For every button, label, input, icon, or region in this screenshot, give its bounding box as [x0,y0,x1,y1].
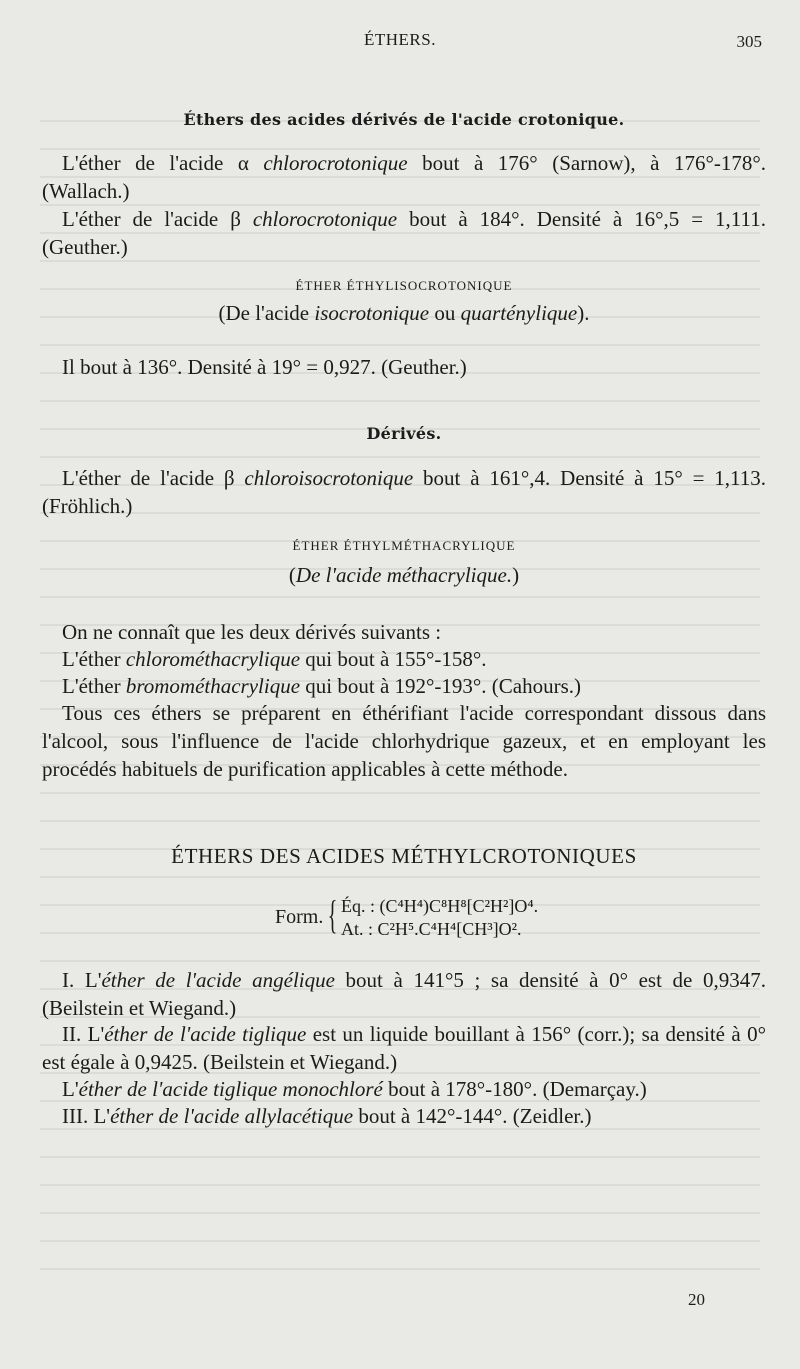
compound-name: éther de l'acide angélique [101,968,335,992]
page-header [0,30,800,56]
text-run: (De l'acide [218,301,315,325]
text-run: L' [62,1077,79,1101]
paragraph-isocrotonic-boiling: Il bout à 136°. Densité à 19° = 0,927. (Geuther.) [62,355,467,379]
text-run: bout à 141°5 ; sa densité à 0° est de 0,9347. (Beilstein et Wiegand.) [42,968,766,1020]
text-run: ( [288,563,296,587]
compound-name: De l'acide méthacrylique. [295,563,513,587]
text-run: bout à 161°,4. Densité à 15° = 1,113. (Fröhlich.) [42,466,766,518]
paragraph-alpha-chlorocrotonic [42,149,766,205]
formula-atomic: At. : C²H⁵.C⁴H⁴[CH³]O². [341,919,522,939]
compound-name: chlorocrotonique [263,151,408,175]
subtitle-isocrotonic [42,299,766,327]
paragraph-bromomethacrylic [42,672,766,700]
compound-name: chlorométhacrylique [125,647,301,671]
text-run: L'éther [62,674,126,698]
section-title-methacrylic: ÉTHER ÉTHYLMÉTHACRYLIQUE [292,538,516,553]
compound-name: quarténylique [460,301,578,325]
paragraph-preparation: Tous ces éthers se préparent en éthérifiant l'acide correspondant dissous dans l'alcool, sous l'influence de l'acide chlorhydrique gazeux, et en employant les procédés habituels de purification applicables à cette méthode. [42,701,766,781]
section-title-crotonic: Éthers des acides dérivés de l'acide crotonique. [183,110,625,129]
paragraph-angelic [42,966,766,1022]
page-number: 305 [736,32,762,51]
heading-derives: Dérivés. [366,424,442,443]
paragraph-two-derivatives: On ne connaît que les deux dérivés suivants : [62,620,442,644]
compound-name: éther de l'acide allylacétique [110,1104,354,1128]
signature-mark: 20 [688,1290,705,1309]
text-run: L'éther de l'acide β [62,207,253,231]
formula-brace: { [327,892,338,937]
paragraph-chloroisocrotonic [42,464,766,520]
text-run: qui bout à 192°-193°. (Cahours.) [300,674,582,698]
text-run: L'éther [62,647,126,671]
compound-name: bromométhacrylique [125,674,301,698]
paragraph-tiglic-monochloro [42,1075,766,1103]
text-run: II. L' [62,1022,105,1046]
text-run: bout à 142°-144°. (Zeidler.) [353,1104,592,1128]
text-run: est un liquide bouillant à 156° (corr.); sa densité à 0° est égale à 0,9425. (Beilstein et Wiegand.) [42,1022,766,1074]
compound-name: chloroisocrotonique [244,466,414,490]
compound-name: éther de l'acide tiglique monochloré [78,1077,383,1101]
formula-equivalents: Éq. : (C⁴H⁴)C⁸H⁸[C²H²]O⁴. [341,896,539,916]
section-title-isocrotonic: ÉTHER ÉTHYLISOCROTONIQUE [295,278,513,293]
paragraph-chloromethacrylic [42,645,766,673]
text-run: qui bout à 155°-158°. [300,647,487,671]
text-run: I. L' [62,968,102,992]
text-run: bout à 176° (Sarnow), à 176°-178°. (Wallach.) [42,151,766,203]
text-run: bout à 184°. Densité à 16°,5 = 1,111. (Geuther.) [42,207,766,259]
subtitle-methacrylic [42,561,766,589]
compound-name: chlorocrotonique [252,207,398,231]
paragraph-beta-chlorocrotonic [42,205,766,261]
text-run: ). [577,301,590,325]
section-title-methylcrotonic: ÉTHERS DES ACIDES MÉTHYLCROTONIQUES [171,844,637,868]
text-run: bout à 178°-180°. (Demarçay.) [382,1077,647,1101]
text-run: L'éther de l'acide β [62,466,245,490]
text-run: L'éther de l'acide α [62,151,264,175]
formula-label: Form. [275,906,324,928]
text-run: ) [512,563,520,587]
compound-name: isocrotonique [314,301,430,325]
compound-name: éther de l'acide tiglique [104,1022,307,1046]
text-run: ou [429,301,461,325]
running-head: ÉTHERS. [364,30,436,49]
text-run: III. L' [62,1104,111,1128]
paragraph-allylacetic [42,1102,766,1130]
paragraph-tiglic [42,1020,766,1076]
